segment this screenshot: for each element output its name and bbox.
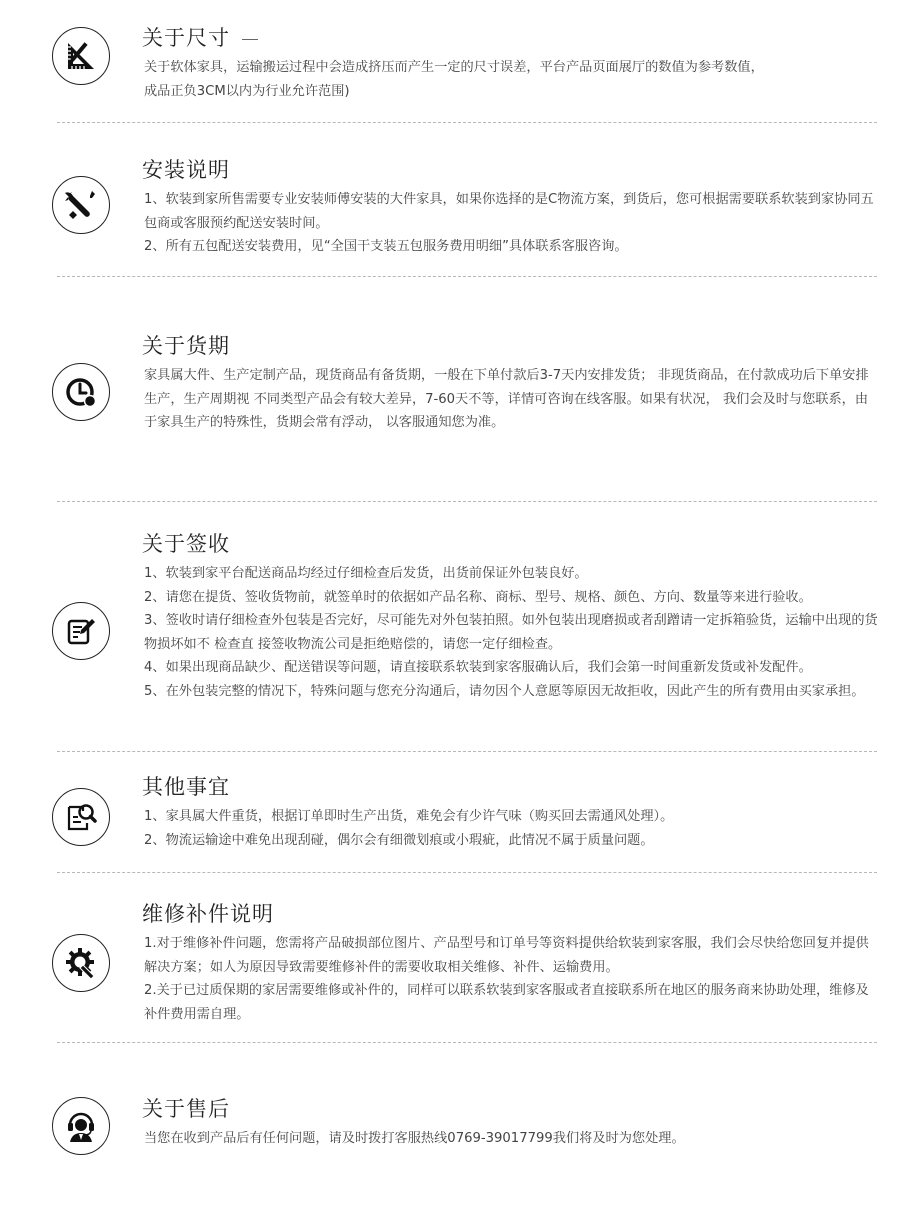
body-line: 3、签收时请仔细检查外包装是否完好，尽可能先对外包装拍照。如外包装出现磨损或者刮蹭请一定拆箱验货，运输中出现的货物损坏如不 检查直 接签收物流公司是拒绝赔偿的，请您一定仔细检查。 [144,613,878,652]
section-body [144,932,879,1026]
body-line: 1、家具属大件重货，根据订单即时生产出货，难免会有少许气味（购买回去需通风处理）。 [144,809,674,824]
dashed-divider [57,751,877,752]
body-line: 关于软体家具，运输搬运过程中会造成挤压而产生一定的尺寸误差，平台产品页面展厅的数值为参考数值， [144,60,764,75]
dashed-divider [57,1042,877,1043]
title-dash [242,39,258,40]
section-body [144,364,879,435]
body-line: 家具属大件、生产定制产品，现货商品有备货期，一般在下单付款后3-7天内安排发货； 非现货商品，在付款成功后下单安排生产，生产周期视 不同类型产品会有较大差异，7-60天不等，详情可咨询在线客服。如果有状况， 我们会及时与您联系，由于家具生产的特殊性，货期会常有浮动， 以客服通知您为准。 [144,368,869,430]
document-pen-icon [52,602,110,660]
section-title: 关于签收 [142,532,230,556]
section-title: 安装说明 [142,158,230,182]
section-title: 关于售后 [142,1097,230,1121]
dashed-divider [57,276,877,277]
body-line: 1、软装到家所售需要专业安装师傅安装的大件家具，如果你选择的是C物流方案，到货后，您可根据需要联系软装到家协同五包商或客服预约配送安装时间。 [144,192,874,231]
section-body [144,1127,879,1151]
body-line: 4、如果出现商品缺少、配送错误等问题，请直接联系软装到家客服确认后，我们会第一时间重新发货或补发配件。 [144,660,812,675]
section-title: 关于尺寸 [142,22,258,52]
body-line: 当您在收到产品后有任何问题，请及时拨打客服热线0769-39017799我们将及时为您处理。 [144,1131,685,1146]
gear-tools-icon [52,934,110,992]
dashed-divider [57,872,877,873]
customer-service-icon [52,1097,110,1155]
section-title: 关于货期 [142,334,230,358]
section-body [144,562,879,703]
section-title: 维修补件说明 [142,902,274,926]
body-line: 1.对于维修补件问题，您需将产品破损部位图片、产品型号和订单号等资料提供给软装到家客服，我们会尽快给您回复并提供解决方案；如人为原因导致需要维修补件的需要收取相关维修、补件、运输费用。 [144,936,869,975]
clock-icon [52,363,110,421]
section-title: 其他事宜 [142,775,230,799]
section-body [144,188,879,259]
body-line: 2、物流运输途中难免出现刮碰，偶尔会有细微划痕或小瑕疵，此情况不属于质量问题。 [144,832,654,848]
document-search-icon [52,788,110,846]
body-line: 2.关于已过质保期的家居需要维修或补件的，同样可以联系软装到家客服或者直接联系所在地区的服务商来协助处理，维修及补件费用需自理。 [144,983,869,1022]
section-body [144,56,879,103]
dashed-divider [57,501,877,502]
wrench-screwdriver-icon [52,176,110,234]
body-line: 5、在外包装完整的情况下，特殊问题与您充分沟通后，请勿因个人意愿等原因无故拒收，因此产生的所有费用由买家承担。 [144,683,865,699]
body-line: 2、请您在提货、签收货物前，就签单时的依据如产品名称、商标、型号、规格、颜色、方向、数量等来进行验收。 [144,589,812,605]
ruler-triangle-icon [52,27,110,85]
body-line: 1、软装到家平台配送商品均经过仔细检查后发货，出货前保证外包装良好。 [144,566,588,581]
section-body [144,805,879,852]
body-line: 成品正负3CM以内为行业允许范围) [144,83,350,99]
dashed-divider [57,122,877,123]
body-line: 2、所有五包配送安装费用，见“全国干支装五包服务费用明细”具体联系客服咨询。 [144,239,628,254]
